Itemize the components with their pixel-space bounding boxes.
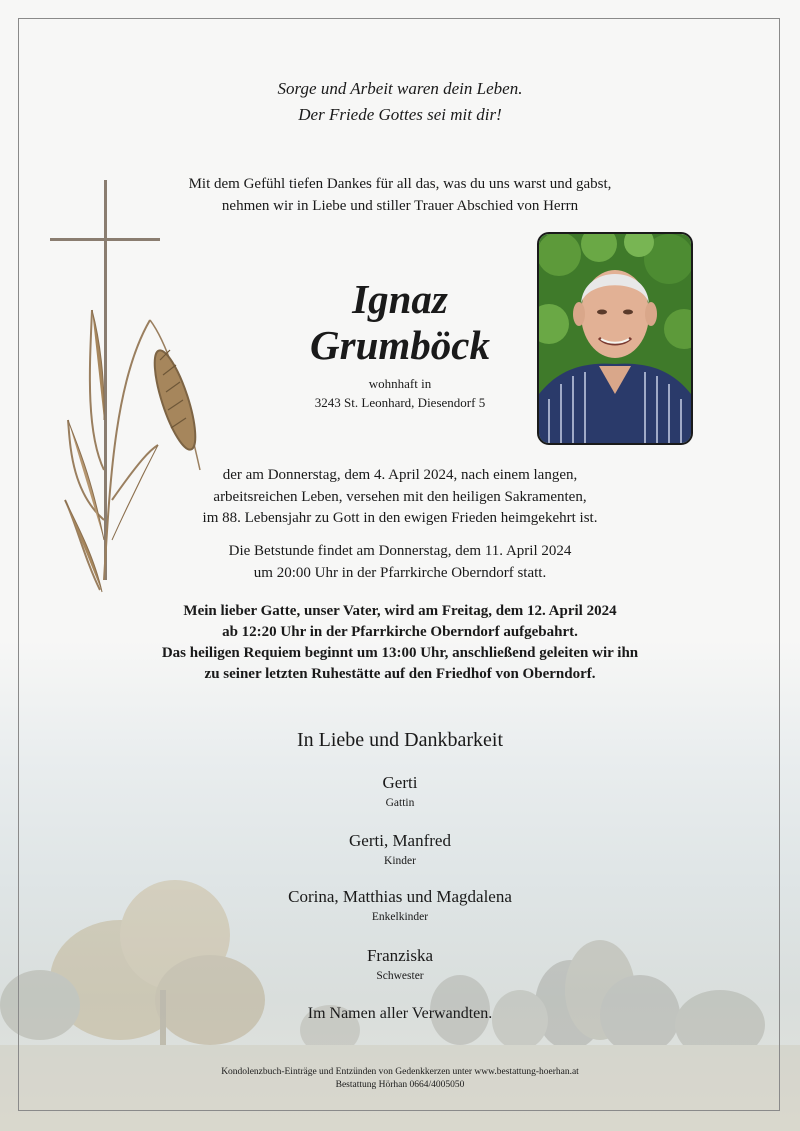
footer [0,1066,800,1091]
mourner-names: Franziska [366,946,434,965]
deceased-first-name: Ignaz [352,276,448,322]
body1-line: arbeitsreichen Leben, versehen mit den heiligen Sakramenten, [213,488,587,505]
mourner-role: Schwester [376,970,424,982]
deceased-address [250,374,550,412]
residence-label: wohnhaft in [368,376,432,391]
motto-line-1: Sorge und Arbeit waren dein Leben. [277,79,523,98]
body2-line: Die Betstunde findet am Donnerstag, dem 11. April 2024 [228,543,572,559]
mourner-names: Gerti, Manfred [349,831,451,850]
body1-line: der am Donnerstag, dem 4. April 2024, nach einem langen, [222,467,578,483]
mourner-role: Gattin [385,797,415,809]
footer-contact-line: Bestattung Hörhan 0664/4005050 [335,1079,465,1090]
motto-line-2: Der Friede Gottes sei mit dir! [298,105,502,124]
intro-line-1: Mit dem Gefühl tiefen Dankes für all das, was du uns warst und gabst, [188,176,612,192]
deceased-last-name: Grumböck [310,322,490,368]
intro-line-2: nehmen wir in Liebe und stiller Trauer Abschied von Herrn [221,198,579,214]
mourners-heading: In Liebe und Dankbarkeit [296,729,504,751]
mourner-role: Kinder [384,855,416,867]
footer-condolence-line: Kondolenzbuch-Einträge und Entzünden von Gedenkkerzen unter www.bestattung-hoerhan.at [221,1067,579,1077]
deceased-name [250,276,550,368]
mourner-role: Enkelkinder [371,911,429,923]
death-notice-paragraph [0,465,800,530]
body2-line: um 20:00 Uhr in der Pfarrkirche Oberndorf statt. [253,564,547,581]
funeral-line: zu seiner letzten Ruhestätte auf den Friedhof von Oberndorf. [204,666,596,682]
prayer-hour-paragraph [0,541,800,584]
mourner-names: Gerti [382,773,418,792]
mourner-names: Corina, Matthias und Magdalena [288,887,512,906]
funeral-line: ab 12:20 Uhr in der Pfarrkirche Oberndorf aufgebahrt. [222,624,578,640]
closing-line: Im Namen aller Verwandten. [307,1005,493,1022]
funeral-line: Das heiligen Requiem beginnt um 13:00 Uhr, anschließend geleiten wir ihn [161,645,639,661]
address-text: 3243 St. Leonhard, Diesendorf 5 [314,395,486,410]
portrait-photo [537,232,693,445]
intro-text [0,173,800,217]
funeral-line: Mein lieber Gatte, unser Vater, wird am Freitag, dem 12. April 2024 [183,603,617,619]
motto [0,76,800,128]
funeral-details-paragraph [0,601,800,685]
body1-line: im 88. Lebensjahr zu Gott in den ewigen Frieden heimgekehrt ist. [202,510,598,526]
